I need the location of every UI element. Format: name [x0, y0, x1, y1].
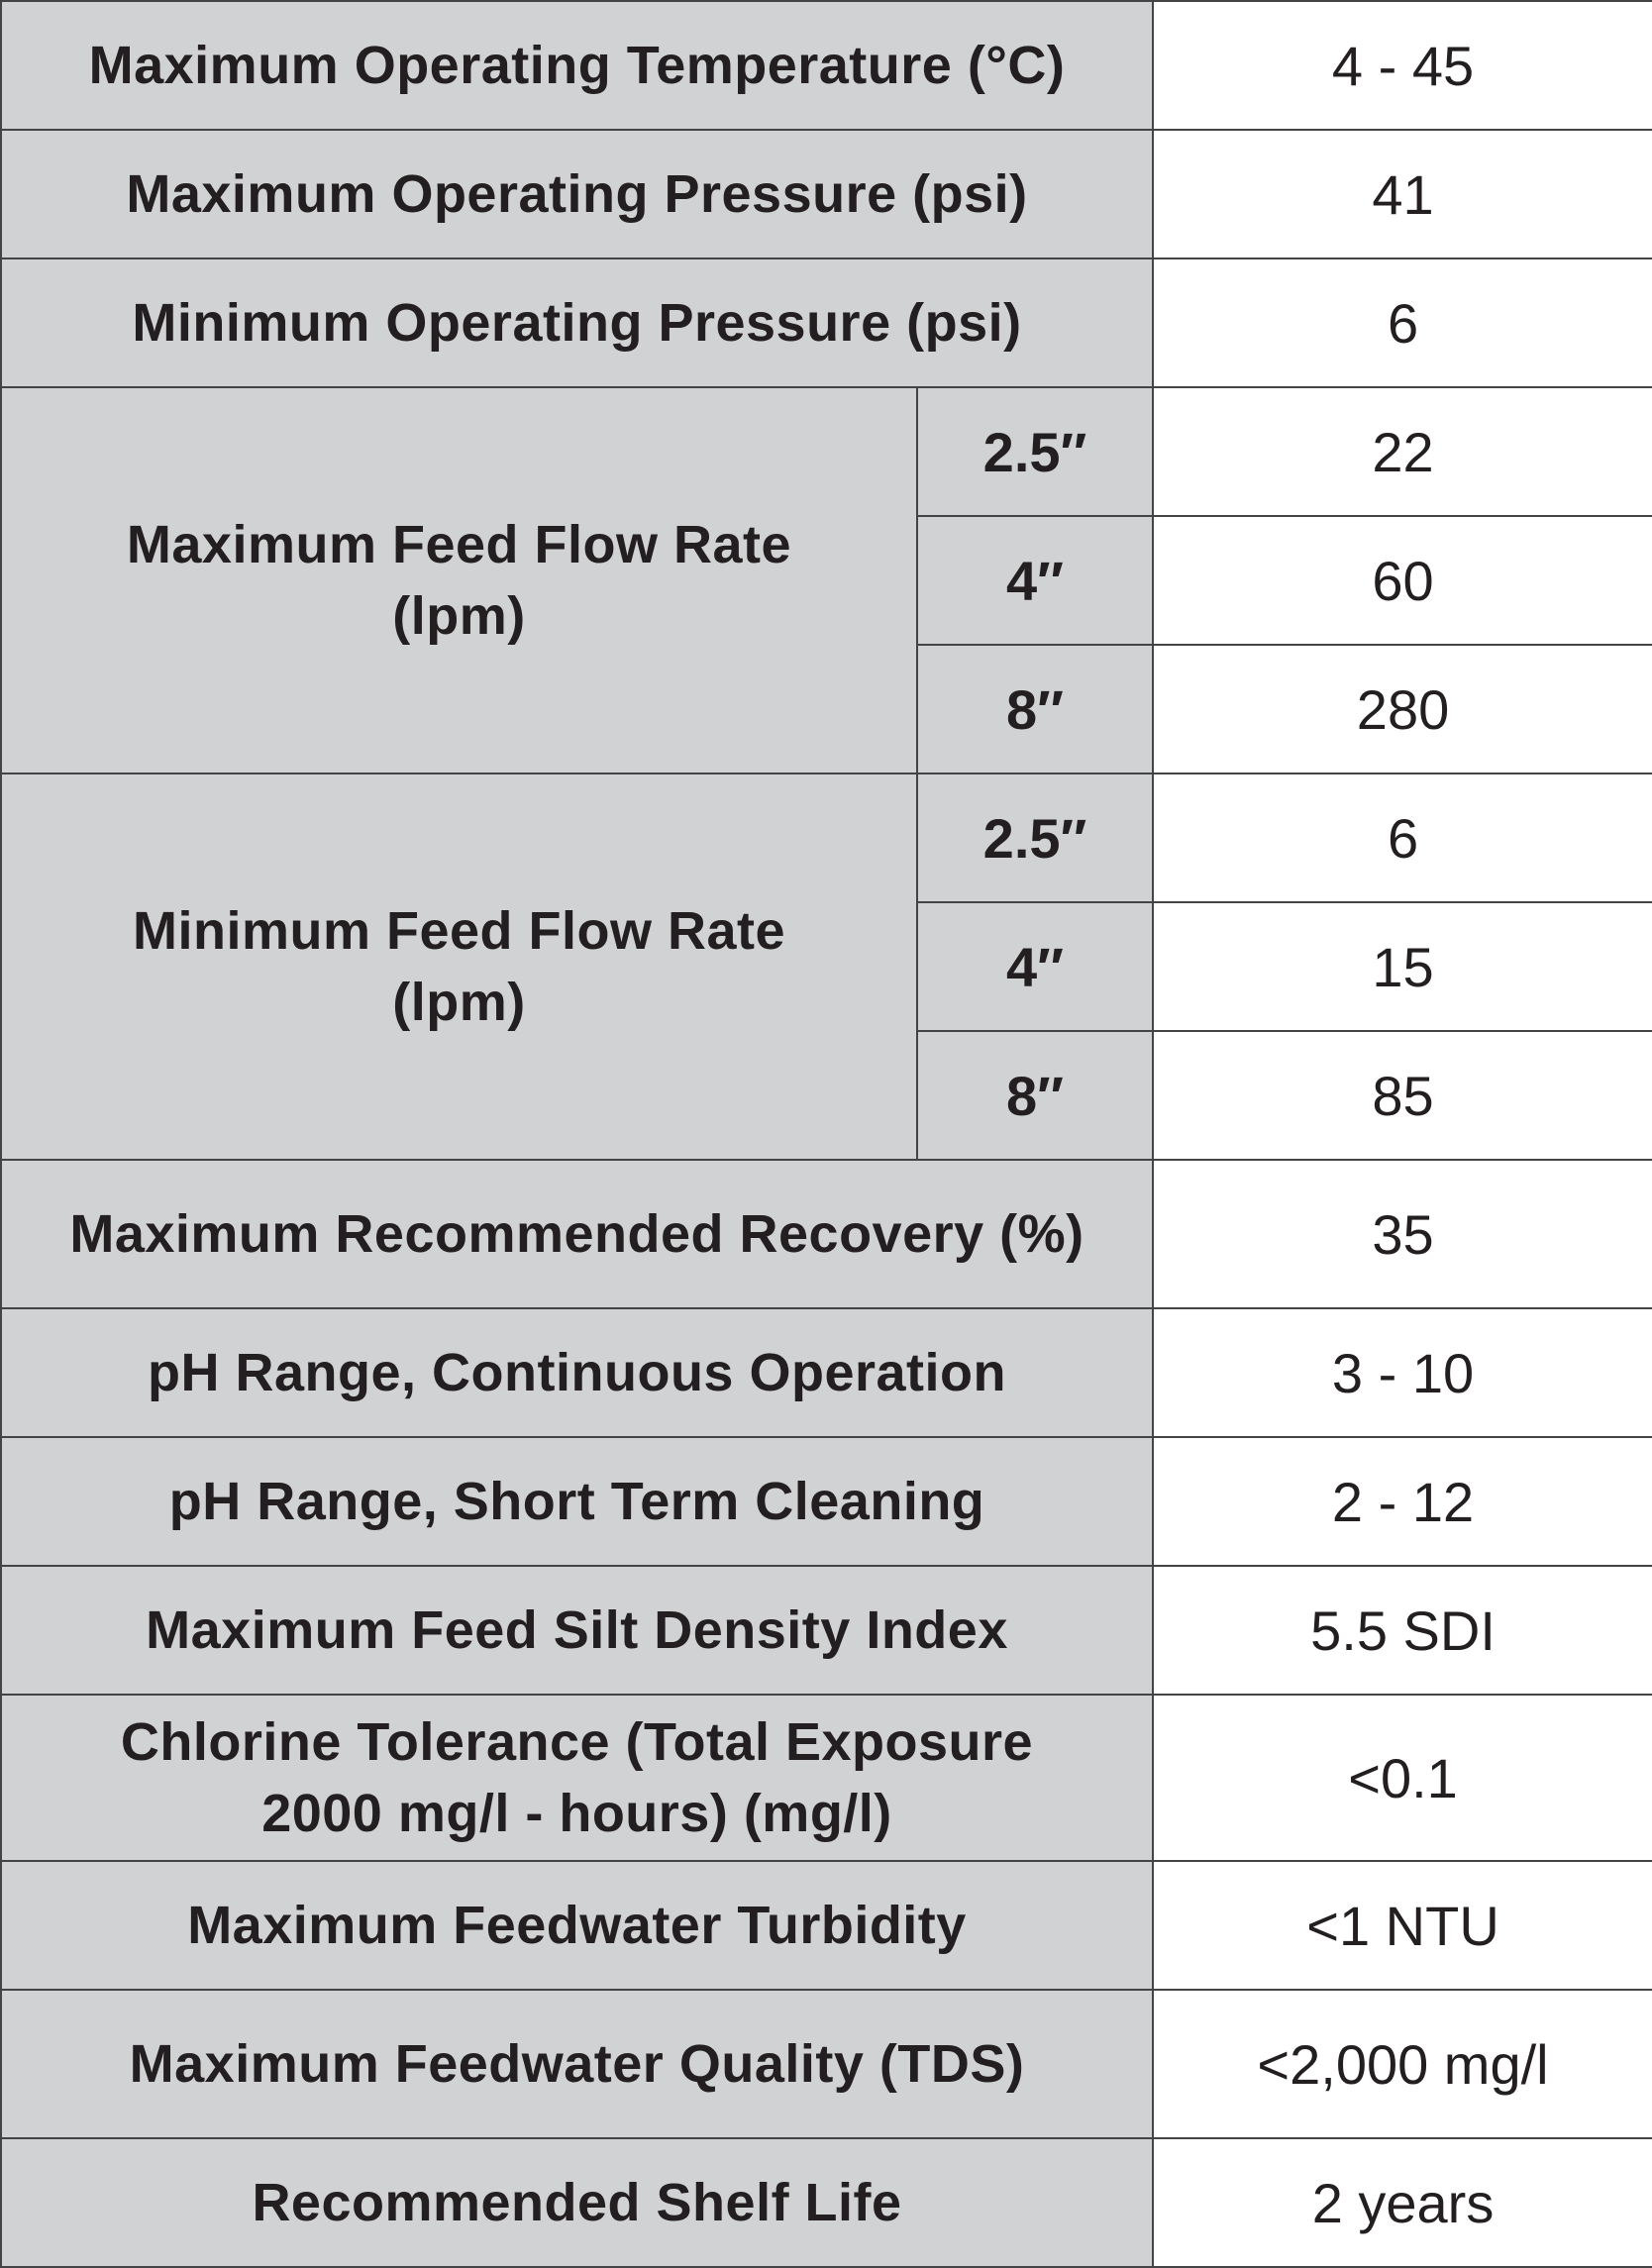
size-label: 2.5″	[917, 387, 1153, 516]
row-value-ph-range-cleaning: 2 - 12	[1153, 1437, 1652, 1566]
row-label-feedwater-turbidity: Maximum Feedwater Turbidity	[1, 1861, 1153, 1990]
row-label-max-feed-flow-rate: Maximum Feed Flow Rate (lpm)	[1, 387, 917, 773]
size-value: 280	[1153, 645, 1652, 773]
size-value: 22	[1153, 387, 1652, 516]
row-label-feedwater-quality: Maximum Feedwater Quality (TDS)	[1, 1990, 1153, 2138]
row-value-max-recommended-recovery: 35	[1153, 1160, 1652, 1308]
row-label-max-operating-temperature: Maximum Operating Temperature (°C)	[1, 1, 1153, 130]
table-row	[1, 773, 1652, 902]
table-row	[1, 1437, 1652, 1566]
row-label-max-operating-pressure: Maximum Operating Pressure (psi)	[1, 130, 1153, 258]
row-value-min-operating-pressure: 6	[1153, 258, 1652, 387]
size-label: 4″	[917, 902, 1153, 1031]
table-row	[1, 387, 1652, 516]
row-value-max-operating-temperature: 4 - 45	[1153, 1, 1652, 130]
table-row	[1, 1861, 1652, 1990]
row-label-chlorine-tolerance: Chlorine Tolerance (Total Exposure 2000 mg/l - hours) (mg/l)	[1, 1695, 1153, 1861]
row-label-ph-range-continuous: pH Range, Continuous Operation	[1, 1308, 1153, 1437]
size-label: 8″	[917, 645, 1153, 773]
size-label: 8″	[917, 1031, 1153, 1160]
row-value-max-operating-pressure: 41	[1153, 130, 1652, 258]
row-label-min-operating-pressure: Minimum Operating Pressure (psi)	[1, 258, 1153, 387]
table-row	[1, 1, 1652, 130]
table-row	[1, 1308, 1652, 1437]
row-label-shelf-life: Recommended Shelf Life	[1, 2138, 1153, 2267]
table-row	[1, 2138, 1652, 2267]
table-row	[1, 258, 1652, 387]
row-label-ph-range-cleaning: pH Range, Short Term Cleaning	[1, 1437, 1153, 1566]
row-value-shelf-life: 2 years	[1153, 2138, 1652, 2267]
table-row	[1, 1990, 1652, 2138]
row-value-silt-density-index: 5.5 SDI	[1153, 1566, 1652, 1695]
row-value-feedwater-quality: <2,000 mg/l	[1153, 1990, 1652, 2138]
size-value: 6	[1153, 773, 1652, 902]
row-label-min-feed-flow-rate: Minimum Feed Flow Rate (lpm)	[1, 773, 917, 1160]
table-row	[1, 1160, 1652, 1308]
table-row	[1, 130, 1652, 258]
size-value: 15	[1153, 902, 1652, 1031]
row-label-silt-density-index: Maximum Feed Silt Density Index	[1, 1566, 1153, 1695]
size-label: 2.5″	[917, 773, 1153, 902]
row-label-max-recommended-recovery: Maximum Recommended Recovery (%)	[1, 1160, 1153, 1308]
row-value-ph-range-continuous: 3 - 10	[1153, 1308, 1652, 1437]
row-value-chlorine-tolerance: <0.1	[1153, 1695, 1652, 1861]
size-value: 60	[1153, 516, 1652, 645]
size-value: 85	[1153, 1031, 1652, 1160]
table-row	[1, 1566, 1652, 1695]
row-value-feedwater-turbidity: <1 NTU	[1153, 1861, 1652, 1990]
size-label: 4″	[917, 516, 1153, 645]
table-row	[1, 1695, 1652, 1861]
